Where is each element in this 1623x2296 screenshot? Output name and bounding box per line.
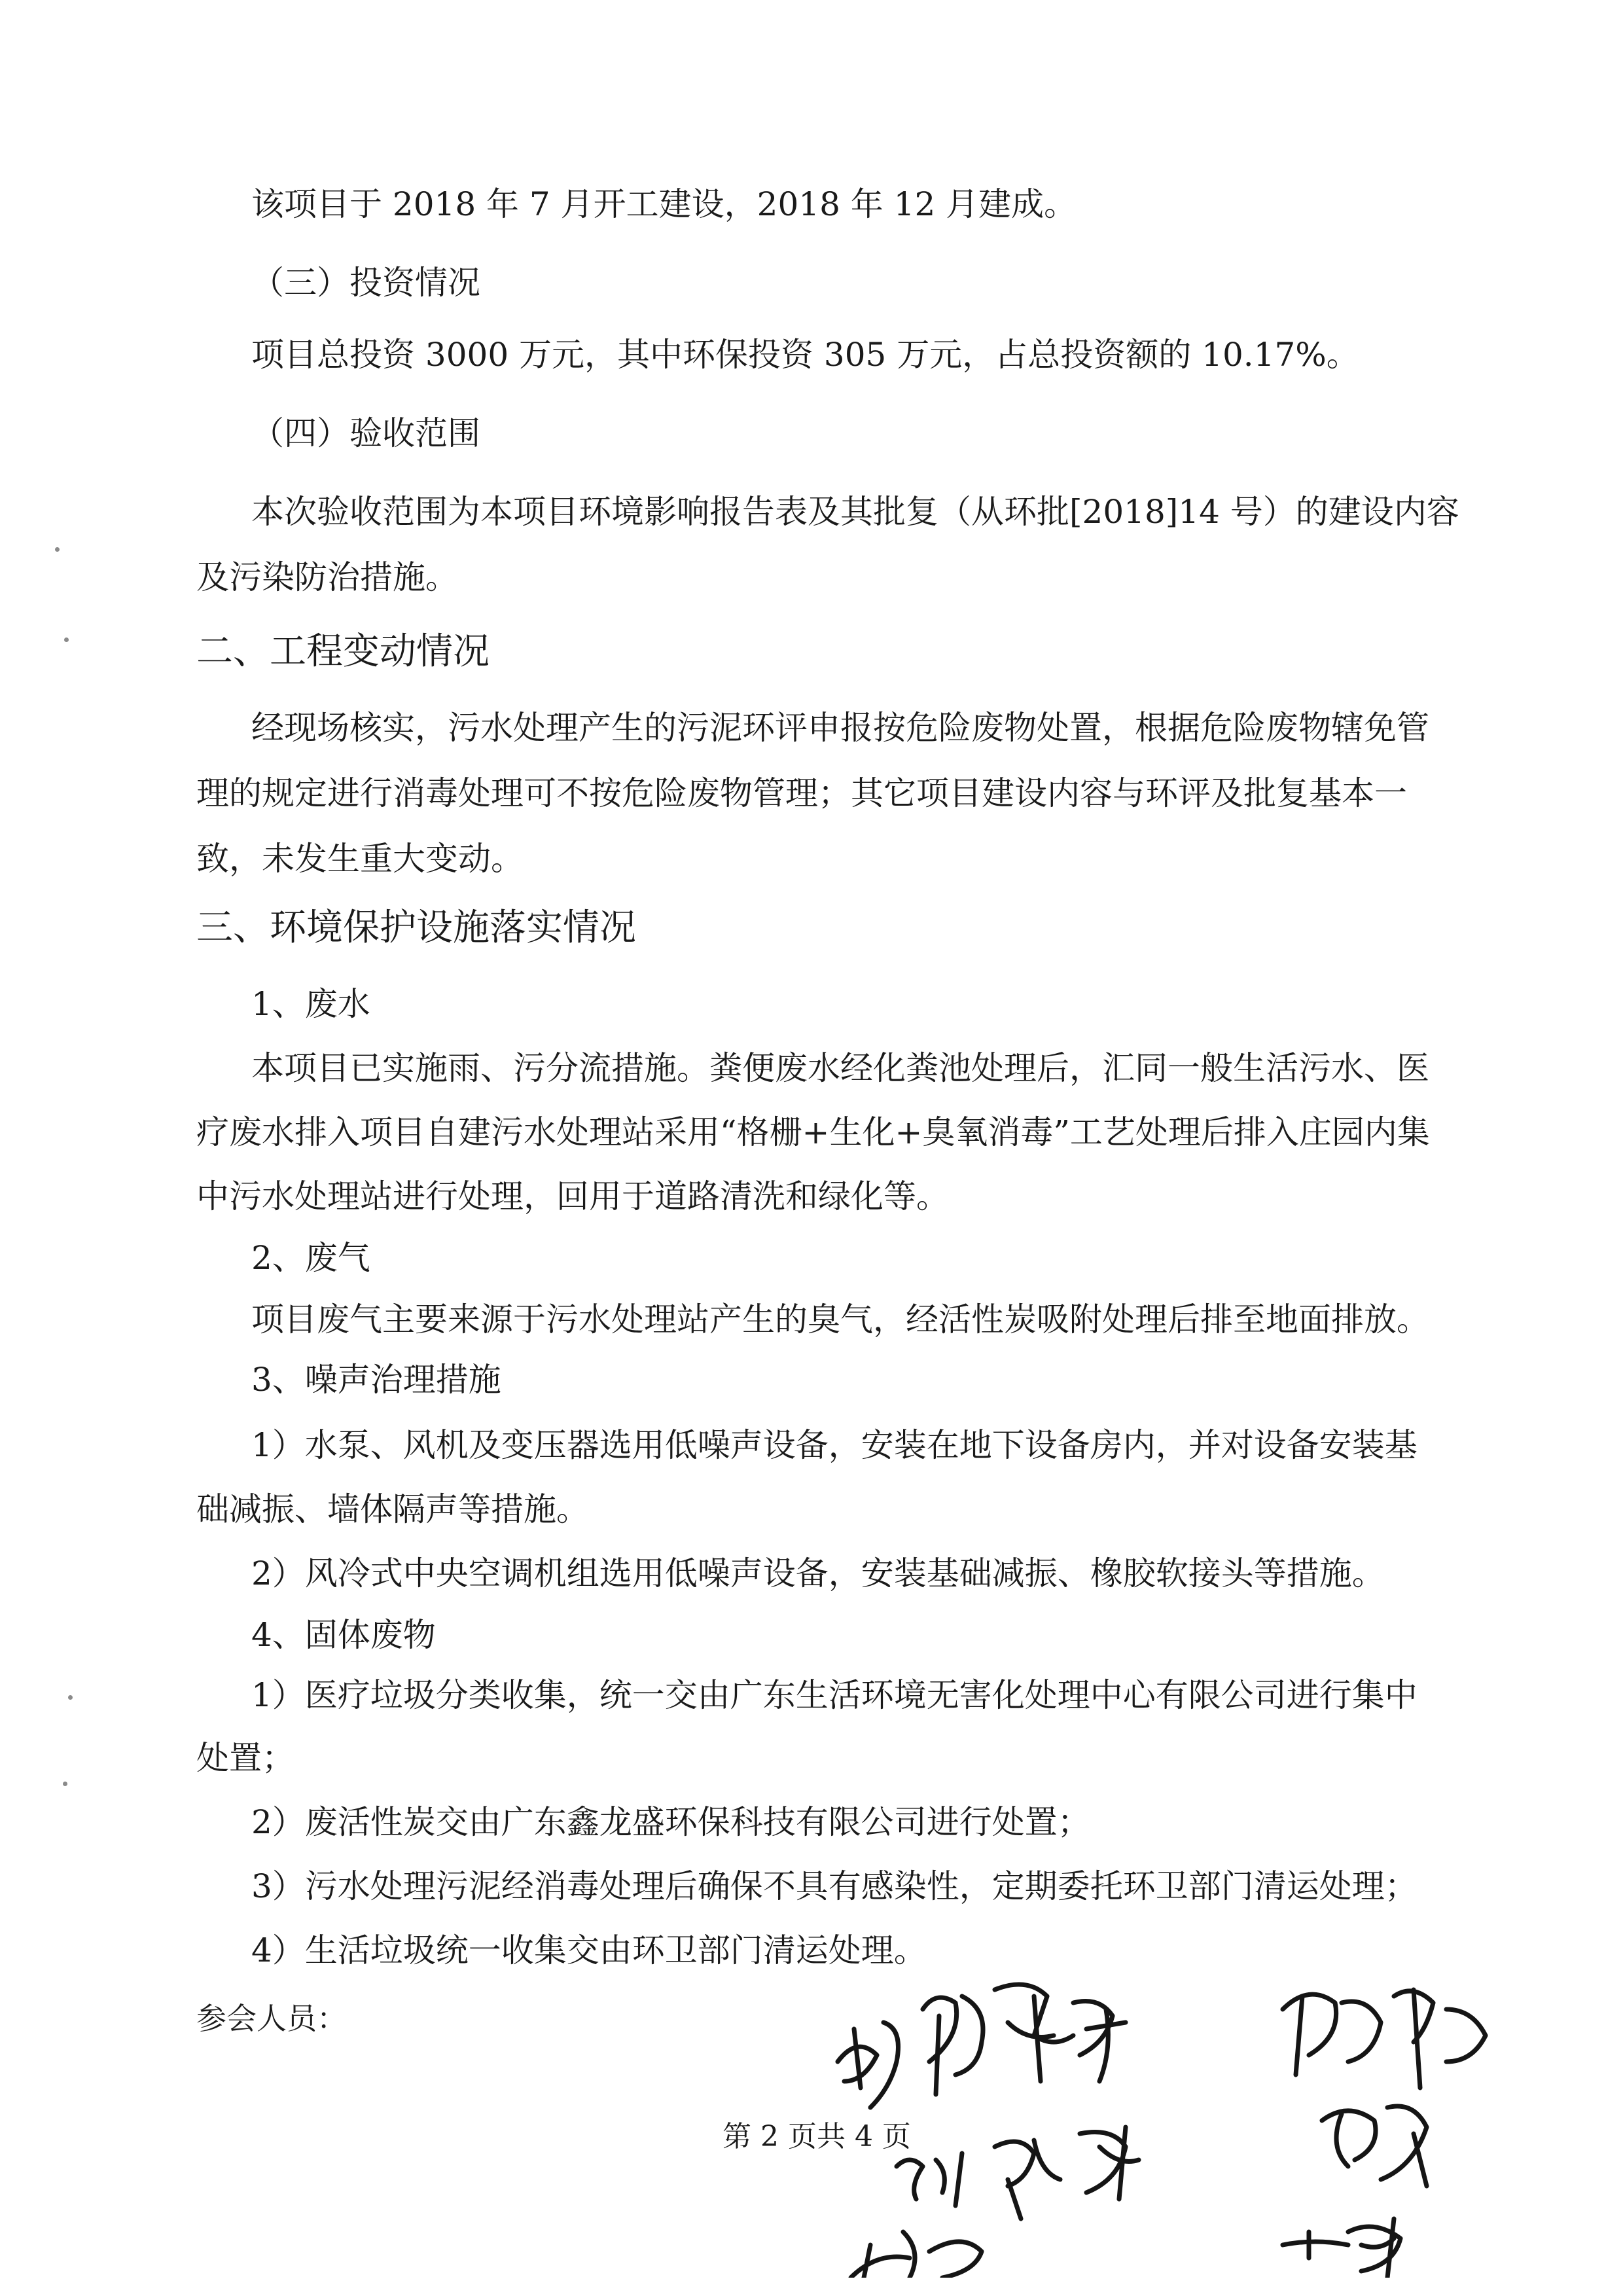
body-line: 项目总投资 3000 万元，其中环保投资 305 万元，占总投资额的 10.17%。 xyxy=(251,336,1359,374)
subsection-title: （三）投资情况 xyxy=(251,264,480,302)
body-line: 项目废气主要来源于污水处理站产生的臭气，经活性炭吸附处理后排至地面排放。 xyxy=(251,1300,1429,1338)
section-heading: 三、环境保护设施落实情况 xyxy=(196,906,636,949)
scan-speck xyxy=(64,637,69,642)
body-line: 致，未发生重大变动。 xyxy=(196,840,524,878)
scan-speck xyxy=(68,1695,73,1700)
body-line: 1）医疗垃圾分类收集，统一交由广东生活环境无害化处理中心有限公司进行集中 xyxy=(251,1676,1418,1714)
body-line: 础减振、墙体隔声等措施。 xyxy=(196,1490,589,1528)
subsection-title: 1、废水 xyxy=(251,985,370,1023)
attendees-label: 参会人员： xyxy=(196,2001,347,2036)
body-line: 中污水处理站进行处理，回用于道路清洗和绿化等。 xyxy=(196,1177,949,1215)
body-line: 经现场核实，污水处理产生的污泥环评申报按危险废物处置，根据危险废物辖免管 xyxy=(251,709,1429,747)
body-line: 本项目已实施雨、污分流措施。粪便废水经化粪池处理后，汇同一般生活污水、医 xyxy=(251,1049,1429,1087)
scan-speck xyxy=(63,1782,67,1786)
body-line: 2）风冷式中央空调机组选用低噪声设备，安装基础减振、橡胶软接头等措施。 xyxy=(251,1554,1385,1592)
subsection-title: 3、噪声治理措施 xyxy=(251,1361,501,1399)
body-line: 该项目于 2018 年 7 月开工建设，2018 年 12 月建成。 xyxy=(251,185,1077,223)
body-line: 疗废水排入项目自建污水处理站采用“格栅+生化+臭氧消毒”工艺处理后排入庄园内集 xyxy=(196,1113,1430,1151)
body-line: 2）废活性炭交由广东鑫龙盛环保科技有限公司进行处置； xyxy=(251,1803,1090,1841)
page-number: 第 2 页共 4 页 xyxy=(722,2120,911,2153)
subsection-title: 2、废气 xyxy=(251,1239,370,1277)
subsection-title: （四）验收范围 xyxy=(251,414,480,452)
section-heading: 二、工程变动情况 xyxy=(196,630,490,673)
handwritten-signatures xyxy=(825,1970,1558,2278)
subsection-title: 4、固体废物 xyxy=(251,1616,436,1654)
body-line: 3）污水处理污泥经消毒处理后确保不具有感染性，定期委托环卫部门清运处理； xyxy=(251,1867,1418,1905)
body-line: 本次验收范围为本项目环境影响报告表及其批复（从环批[2018]14 号）的建设内容 xyxy=(251,493,1459,531)
body-line: 理的规定进行消毒处理可不按危险废物管理；其它项目建设内容与环评及批复基本一 xyxy=(196,774,1407,812)
body-line: 及污染防治措施。 xyxy=(196,558,458,596)
body-line: 处置； xyxy=(196,1739,294,1777)
scan-speck xyxy=(55,547,60,552)
body-line: 1）水泵、风机及变压器选用低噪声设备，安装在地下设备房内，并对设备安装基 xyxy=(251,1426,1418,1464)
body-line: 4）生活垃圾统一收集交由环卫部门清运处理。 xyxy=(251,1931,927,1969)
